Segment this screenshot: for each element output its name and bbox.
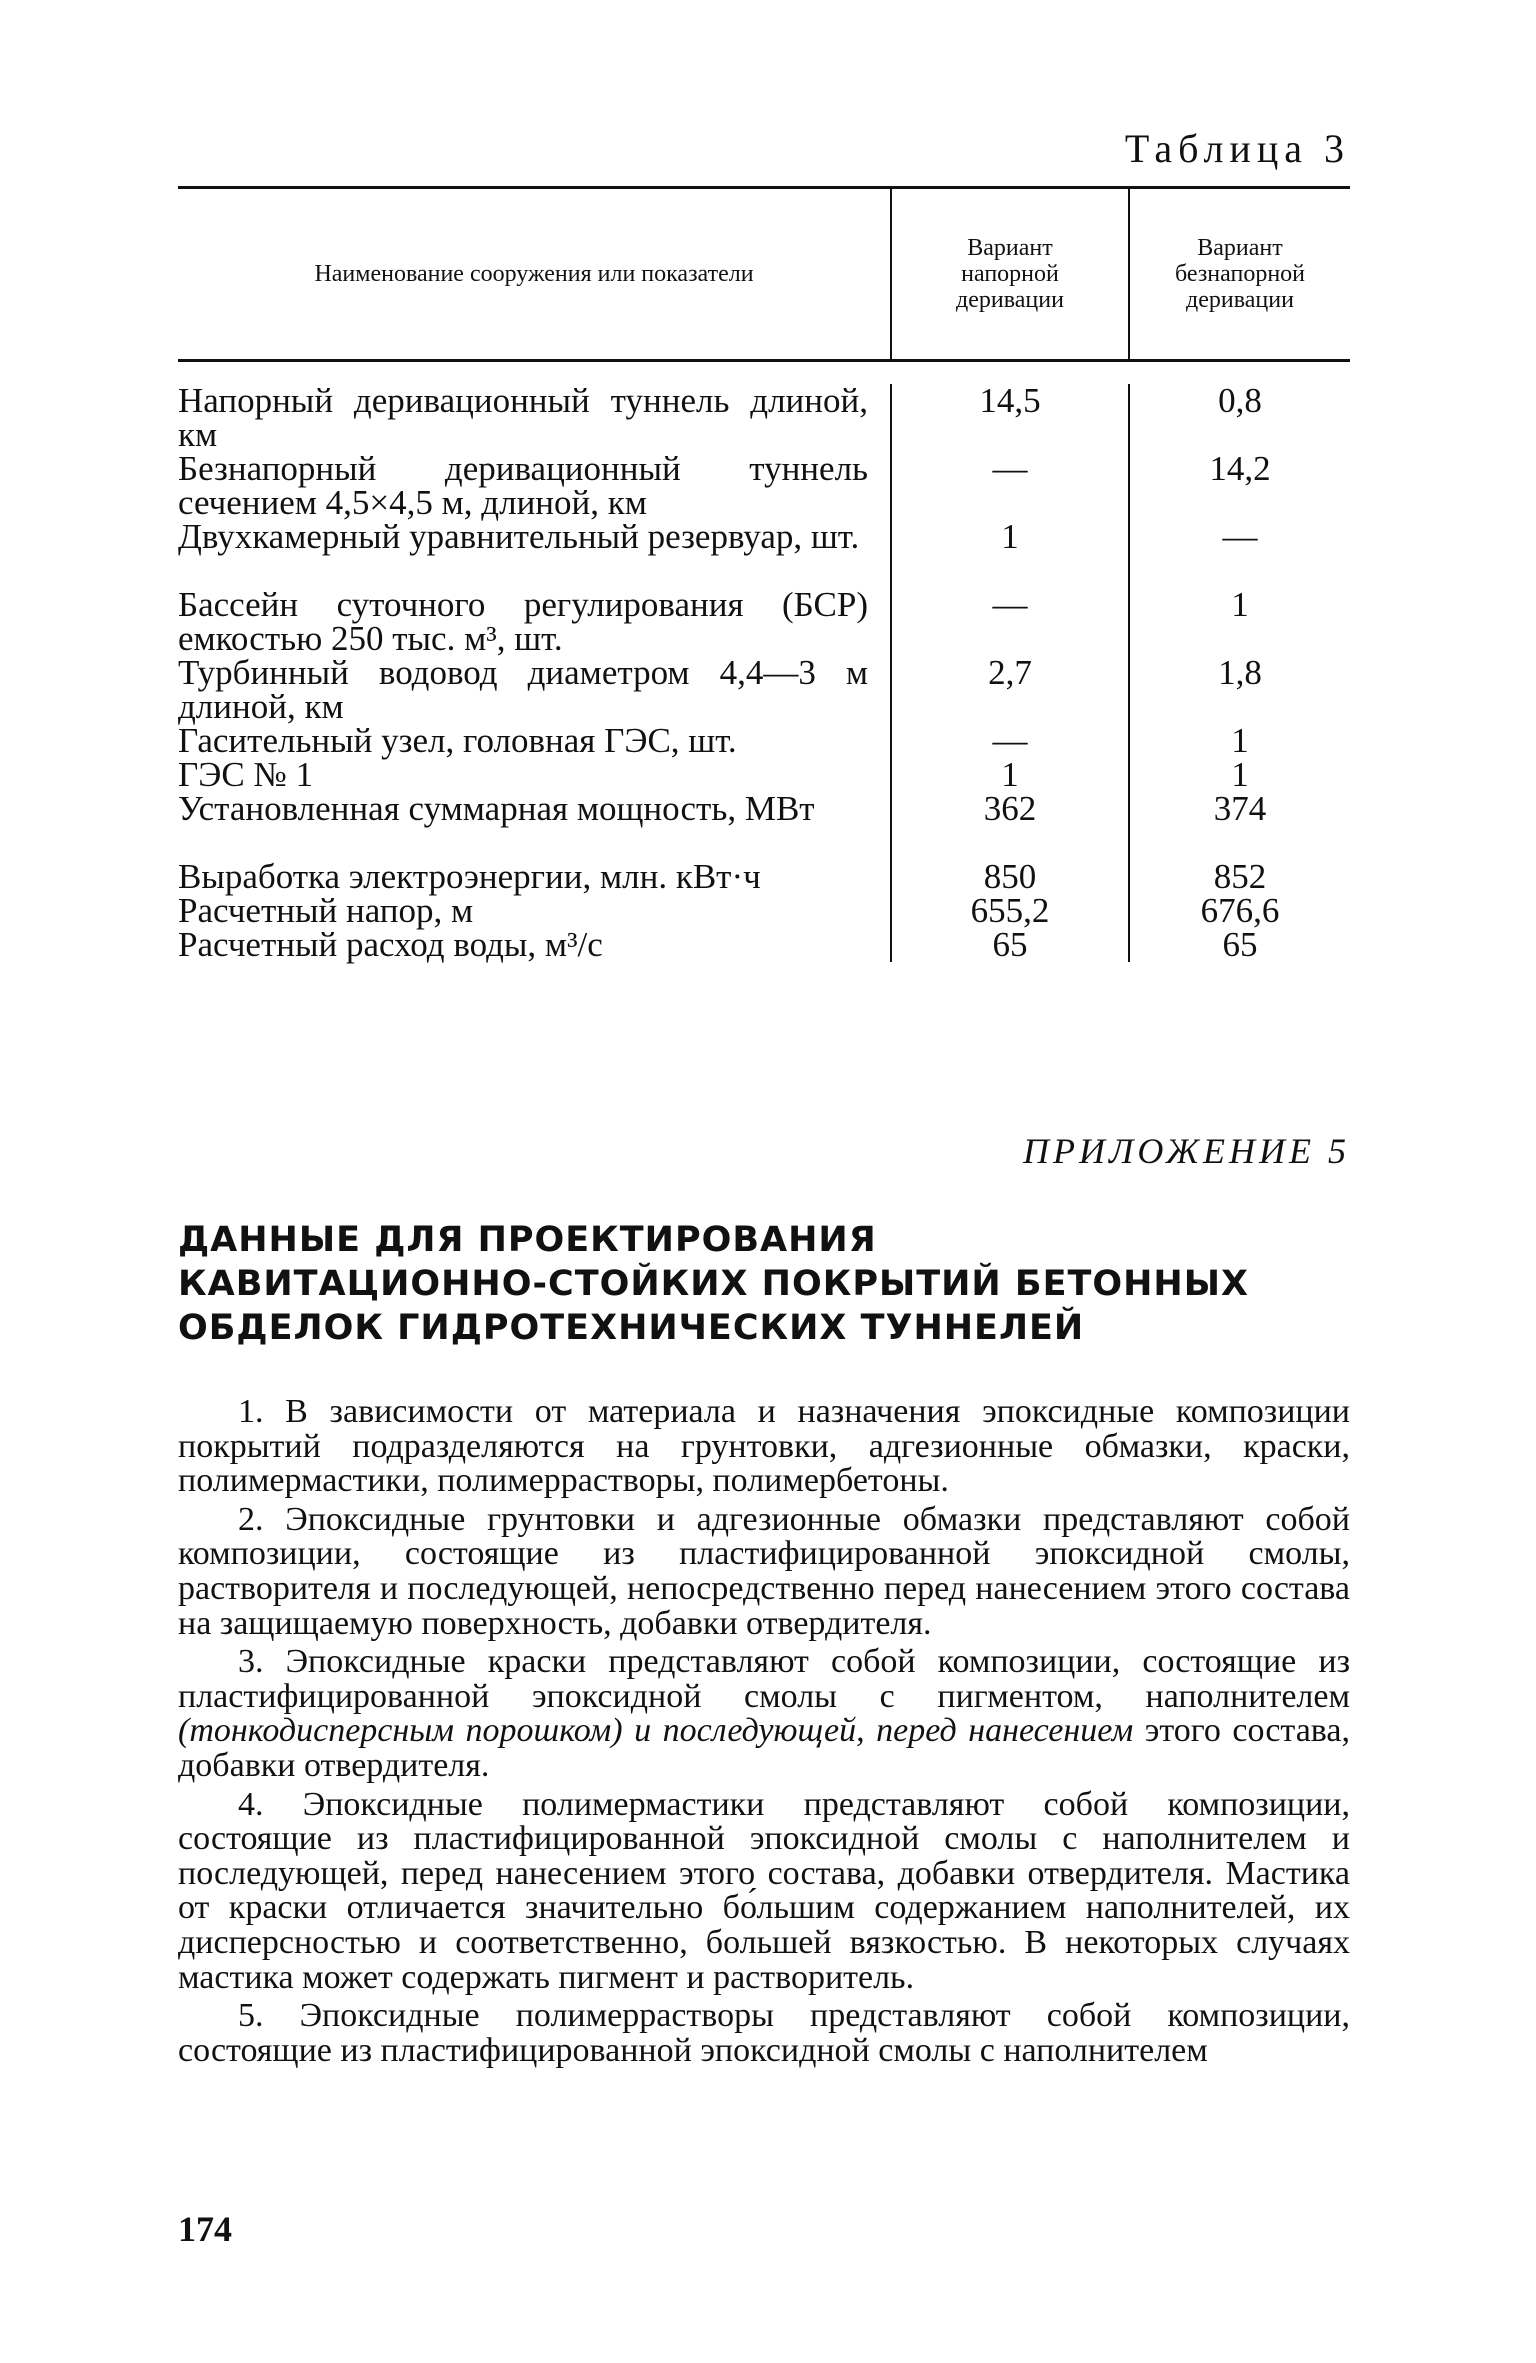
table-cell: 0,8 bbox=[1218, 381, 1262, 420]
paragraph-5: 5. Эпоксидные полимеррастворы представляют собой композиции, состоящие из пластифицированной эпоксидной смолы с наполнителем bbox=[178, 1997, 1350, 2069]
table-cell: 1 bbox=[1001, 755, 1019, 794]
table-cell: 362 bbox=[983, 789, 1037, 828]
table-cell: — bbox=[992, 721, 1028, 760]
paragraph-4: 4. Эпоксидные полимермастики представляют собой композиции, состоящие из пластифицированной эпоксидной смолы с наполнителем и последующей, перед нанесением этого состава, добавки отвердителя. Мастика от краски отличается значительно бо́льшим содержанием наполнителей, их дисперсностью и соответственно, большей вязкостью. В некоторых случаях мастика может содержать пигмент и растворитель. bbox=[178, 1785, 1350, 1996]
table-cell: 1 bbox=[1231, 585, 1249, 624]
paragraph-3-part-1: 3. Эпоксидные краски представляют собой композиции, состоящие из пластифицированной эпоксидной смолы с пигментом, наполнителем bbox=[178, 1643, 1350, 1715]
labels-column bbox=[178, 381, 890, 964]
table-row-label: Расчетный расход воды, м³/с bbox=[178, 925, 603, 964]
heading-line: КАВИТАЦИОННО-СТОЙКИХ ПОКРЫТИЙ БЕТОННЫХ bbox=[178, 1264, 1249, 1304]
paragraph-3-part-3: этого состава, добавки отвердителя. bbox=[178, 1712, 1350, 1784]
header-pressure-variant bbox=[890, 189, 1128, 359]
table-cell: — bbox=[992, 585, 1028, 624]
table-cell: 65 bbox=[992, 925, 1028, 964]
table-row-label: Напорный деривационный туннель длиной, км bbox=[178, 381, 868, 454]
free-flow-variant-column bbox=[1128, 381, 1350, 964]
table-header bbox=[178, 189, 1350, 359]
table-cell: 14,2 bbox=[1209, 449, 1271, 488]
table-cell: — bbox=[1222, 517, 1258, 556]
paragraph-3 bbox=[178, 1645, 1350, 1783]
appendix-label: ПРИЛОЖЕНИЕ 5 bbox=[1023, 1131, 1350, 1171]
table-row-label: Гасительный узел, головная ГЭС, шт. bbox=[178, 721, 737, 760]
table-cell: 850 bbox=[983, 857, 1037, 896]
table-cell: 2,7 bbox=[988, 653, 1032, 692]
section-heading bbox=[178, 1218, 1350, 1350]
header-name: Наименование сооружения или показатели bbox=[314, 261, 754, 287]
table-row-label: Турбинный водовод диаметром 4,4—3 м длиной, км bbox=[178, 653, 868, 726]
table-row-label: Безнапорный деривационный туннель сечением 4,5×4,5 м, длиной, км bbox=[178, 449, 868, 522]
paragraph-3-italic: (тонкодисперсным порошком) и последующей, перед нанесением bbox=[178, 1712, 1134, 1750]
header-free-flow-variant bbox=[1128, 189, 1350, 359]
table-cell: 655,2 bbox=[970, 891, 1050, 930]
heading-line: ДАННЫЕ ДЛЯ ПРОЕКТИРОВАНИЯ bbox=[178, 1220, 877, 1260]
table-row-label: Установленная суммарная мощность, МВт bbox=[178, 789, 815, 828]
body-text bbox=[178, 1395, 1350, 2072]
paragraph-2: 2. Эпоксидные грунтовки и адгезионные обмазки представляют собой композиции, состоящие из пластифицированной эпоксидной смолы, растворителя и последующей, непосредственно перед нанесением этого состава на защищаемую поверхность, добавки отвердителя. bbox=[178, 1500, 1350, 1642]
table-cell: 65 bbox=[1222, 925, 1258, 964]
table-cell: — bbox=[992, 449, 1028, 488]
data-table bbox=[178, 186, 1350, 962]
table-cell: 374 bbox=[1213, 789, 1267, 828]
table-row-label: ГЭС № 1 bbox=[178, 755, 314, 794]
paragraph-1: 1. В зависимости от материала и назначения эпоксидные композиции покрытий подразделяются на грунтовки, адгезионные обмазки, краски, полимермастики, полимеррастворы, полимербетоны. bbox=[178, 1393, 1350, 1500]
table-row-label: Бассейн суточного регулирования (БСР) емкостью 250 тыс. м³, шт. bbox=[178, 585, 868, 658]
header-free-flow-text: Вариант безнапорной деривации bbox=[1174, 235, 1306, 313]
table-cell: 14,5 bbox=[979, 381, 1041, 420]
table-row-label: Выработка электроэнергии, млн. кВт·ч bbox=[178, 857, 761, 896]
heading-line: ОБДЕЛОК ГИДРОТЕХНИЧЕСКИХ ТУННЕЛЕЙ bbox=[178, 1308, 1085, 1348]
table-caption: Таблица 3 bbox=[1124, 126, 1350, 171]
table-cell: 676,6 bbox=[1200, 891, 1280, 930]
table-cell: 1 bbox=[1231, 755, 1249, 794]
table-row-label: Расчетный напор, м bbox=[178, 891, 474, 930]
table-row-label: Двухкамерный уравнительный резервуар, шт. bbox=[178, 517, 860, 556]
header-pressure-text: Вариант напорной деривации bbox=[956, 235, 1064, 313]
table-cell: 1 bbox=[1231, 721, 1249, 760]
pressure-variant-column bbox=[890, 381, 1128, 964]
page-number: 174 bbox=[178, 2209, 232, 2249]
table-cell: 1,8 bbox=[1218, 653, 1262, 692]
table-cell: 852 bbox=[1213, 857, 1267, 896]
table-cell: 1 bbox=[1001, 517, 1019, 556]
table-body bbox=[178, 362, 1350, 962]
